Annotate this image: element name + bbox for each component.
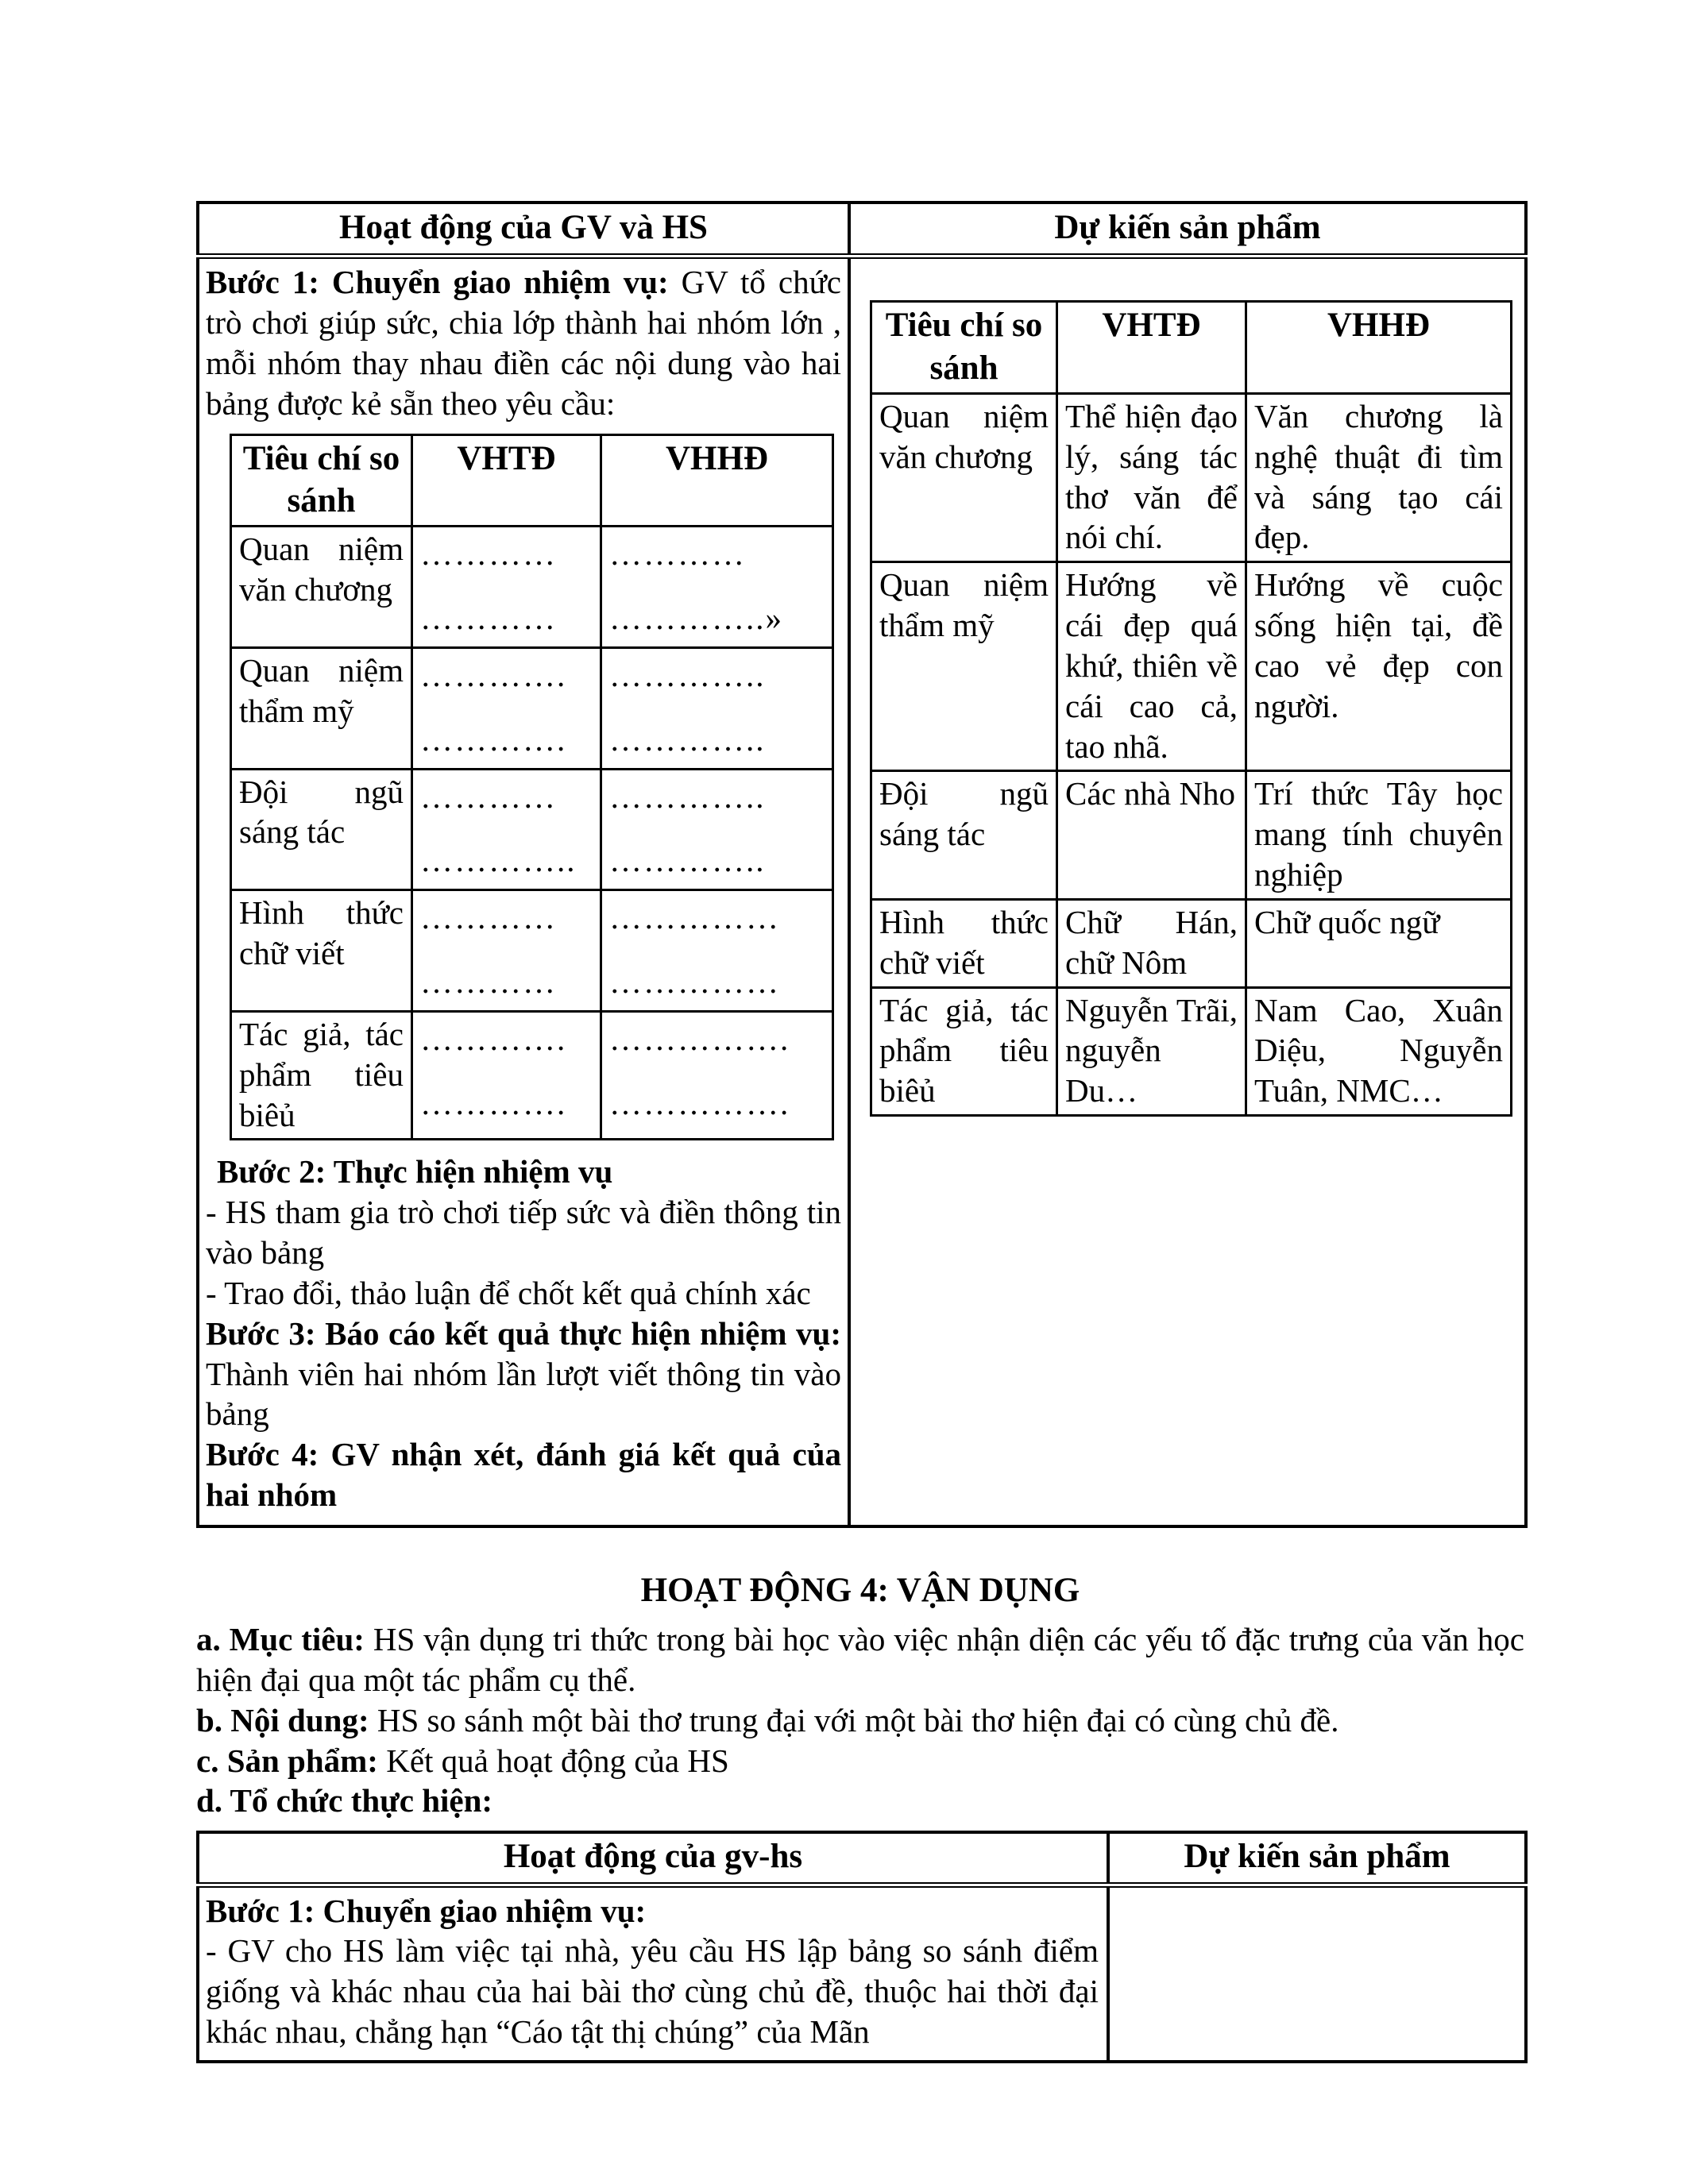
vhtd-value: Các nhà Nho (1057, 771, 1246, 899)
vhhd-blank-cell (601, 647, 833, 769)
bottom-table-body-row (198, 1885, 1526, 2062)
result-comparison-table (870, 300, 1512, 1117)
step3-label: Bước 3: Báo cáo kết quả thực hiện nhiệm vụ: (206, 1314, 841, 1352)
vhhd-value: Hướng về cuộc sống hiện tại, đề cao vẻ đẹp con người. (1246, 562, 1512, 771)
main-table-header-row (198, 203, 1526, 257)
criteria-label: Quan niệm thẩm mỹ (871, 562, 1057, 771)
vhtd-blank-cell (412, 890, 601, 1012)
dotted-line: …………. (420, 720, 567, 758)
step2-label: Bước 2: Thực hiện nhiệm vụ (217, 1153, 613, 1190)
step4-label: Bước 4: GV nhận xét, đánh giá kết quả của hai nhóm (206, 1436, 841, 1513)
result-table-row (871, 562, 1512, 771)
vhtd-blank-cell (412, 647, 601, 769)
step4-paragraph (206, 1434, 841, 1515)
vhhd-value: Văn chương là nghệ thuật đi tìm và sáng tạo cái đẹp. (1246, 393, 1512, 561)
step1-label-2: Bước 1: Chuyển giao nhiệm vụ: (206, 1892, 647, 1929)
main-table-left-cell (198, 257, 849, 1526)
bottom-table-header-row (198, 1832, 1526, 1885)
content-text: HS so sánh một bài thơ trung đại với một bài thơ hiện đại có cùng chủ đề. (369, 1701, 1339, 1738)
product-label: c. Sản phẩm: (196, 1742, 378, 1779)
activity4-heading: HOẠT ĐỘNG 4: VẬN DỤNG (640, 1571, 1080, 1609)
dotted-line: ………… (609, 535, 746, 573)
dotted-line: ………….. (609, 778, 766, 815)
product-paragraph (196, 1741, 1524, 1781)
main-activity-table (196, 201, 1528, 1528)
dotted-line: …………. (420, 1084, 567, 1121)
vhhd-blank-cell (601, 1011, 833, 1139)
dotted-line: …………… (609, 963, 780, 1001)
header-expected-product: Dự kiến sản phẩm (849, 203, 1526, 257)
dotted-line: ………… (420, 600, 557, 637)
criteria-label: Hình thức chữ viết (871, 899, 1057, 987)
main-table-body-row (198, 257, 1526, 1526)
vhtd-value: Nguyễn Trãi, nguyễn Du… (1057, 987, 1246, 1115)
step3-paragraph (206, 1314, 841, 1434)
content-label: b. Nội dung: (196, 1701, 369, 1738)
bottom-activity-table (196, 1831, 1528, 2063)
blank-table-row (231, 1011, 833, 1139)
objective-paragraph (196, 1619, 1524, 1700)
dotted-line: ………… (420, 963, 557, 1001)
criteria-label: Đội ngũ sáng tác (231, 769, 412, 890)
dotted-line: ………… (420, 899, 557, 936)
vhtd-value: Thể hiện đạo lý, sáng tác thơ văn để nói chí. (1057, 393, 1246, 561)
criteria-label: Quan niệm thẩm mỹ (231, 647, 412, 769)
dotted-line: …………..» (609, 600, 783, 637)
col-vhhd: VHHĐ (1246, 302, 1512, 394)
criteria-label: Tác giả, tác phẩm tiêu biêủ (871, 987, 1057, 1115)
vhtd-blank-cell (412, 1011, 601, 1139)
dotted-line: ……………. (609, 1084, 790, 1121)
vhtd-blank-cell (412, 769, 601, 890)
result-table-row (871, 987, 1512, 1115)
blank-table-header-row (231, 434, 833, 527)
step1-text: GV tổ chức trò chơi giúp sức, chia lớp thành hai nhóm lớn , mỗi nhóm thay nhau điền các nội dung vào hai bảng được kẻ sẵn theo yêu cầu: (206, 264, 841, 422)
vhhd-value: Trí thức Tây học mang tính chuyên nghiệp (1246, 771, 1512, 899)
result-table-row (871, 771, 1512, 899)
dotted-line: ………….. (609, 720, 766, 758)
criteria-label: Đội ngũ sáng tác (871, 771, 1057, 899)
criteria-label: Tác giả, tác phẩm tiêu biêủ (231, 1011, 412, 1139)
organization-paragraph (196, 1781, 1524, 1821)
blank-table-row (231, 527, 833, 648)
header-expected-product-2: Dự kiến sản phẩm (1108, 1832, 1526, 1885)
col-criteria: Tiêu chí so sánh (231, 434, 412, 527)
blank-table-row (231, 769, 833, 890)
blank-table-row (231, 890, 833, 1012)
step2-paragraph (206, 1152, 841, 1192)
dotted-line: ……………. (609, 1020, 790, 1057)
vhtd-value: Chữ Hán, chữ Nôm (1057, 899, 1246, 987)
result-table-row (871, 899, 1512, 987)
header-activity-gv-hs-2: Hoạt động của gv-hs (198, 1832, 1108, 1885)
step1-paragraph-2 (206, 1891, 1099, 1931)
vhtd-blank-cell (412, 527, 601, 648)
col-criteria: Tiêu chí so sánh (871, 302, 1057, 394)
bottom-table-left-cell (198, 1885, 1108, 2062)
objective-text: HS vận dụng tri thức trong bài học vào việc nhận diện các yếu tố đặc trưng của văn học hiện đại qua một tác phẩm cụ thể. (196, 1621, 1524, 1698)
vhhd-blank-cell (601, 527, 833, 648)
dotted-line: ………… (420, 778, 557, 815)
col-vhtd: VHTĐ (412, 434, 601, 527)
dotted-line: ………….. (609, 842, 766, 879)
vhhd-blank-cell (601, 890, 833, 1012)
dotted-line: ………… (420, 535, 557, 573)
step1-label: Bước 1: Chuyển giao nhiệm vụ: (206, 264, 669, 301)
blank-comparison-table (230, 434, 834, 1141)
dotted-line: …………. (420, 1020, 567, 1057)
criteria-label: Quan niệm văn chương (231, 527, 412, 648)
step1-paragraph (206, 262, 841, 423)
dotted-line: …………… (609, 899, 780, 936)
objective-label: a. Mục tiêu: (196, 1621, 365, 1658)
bottom-table-right-cell (1108, 1885, 1526, 2062)
main-table-right-cell (849, 257, 1526, 1526)
organization-label: d. Tổ chức thực hiện: (196, 1782, 493, 1819)
dotted-line: ………….. (609, 656, 766, 693)
vhhd-value: Nam Cao, Xuân Diệu, Nguyễn Tuân, NMC… (1246, 987, 1512, 1115)
step3-text: Thành viên hai nhóm lần lượt viết thông tin vào bảng (206, 1355, 841, 1433)
criteria-label: Quan niệm văn chương (871, 393, 1057, 561)
result-table-header-row (871, 302, 1512, 394)
criteria-label: Hình thức chữ viết (231, 890, 412, 1012)
header-activity-gv-hs: Hoạt động của GV và HS (198, 203, 849, 257)
vhhd-blank-cell (601, 769, 833, 890)
result-table-row (871, 393, 1512, 561)
vhtd-value: Hướng về cái đẹp quá khứ, thiên về cái cao cả, tao nhã. (1057, 562, 1246, 771)
dotted-line: ………….. (420, 842, 577, 879)
step1-detail-2: - GV cho HS làm việc tại nhà, yêu cầu HS lập bảng so sánh điểm giống và khác nhau của hai bài thơ cùng chủ đề, thuộc hai thời đại khác nhau, chẳng hạn “Cáo tật thị chúng” của Mãn (206, 1932, 1099, 2051)
dotted-line: …………. (420, 656, 567, 693)
blank-table-row (231, 647, 833, 769)
step2-item1: - HS tham gia trò chơi tiếp sức và điền thông tin vào bảng (206, 1194, 841, 1271)
col-vhtd: VHTĐ (1057, 302, 1246, 394)
col-vhhd: VHHĐ (601, 434, 833, 527)
step2-item2: - Trao đổi, thảo luận để chốt kết quả chính xác (206, 1274, 811, 1311)
vhhd-value: Chữ quốc ngữ (1246, 899, 1512, 987)
product-text: Kết quả hoạt động của HS (377, 1742, 729, 1779)
content-paragraph (196, 1700, 1524, 1741)
